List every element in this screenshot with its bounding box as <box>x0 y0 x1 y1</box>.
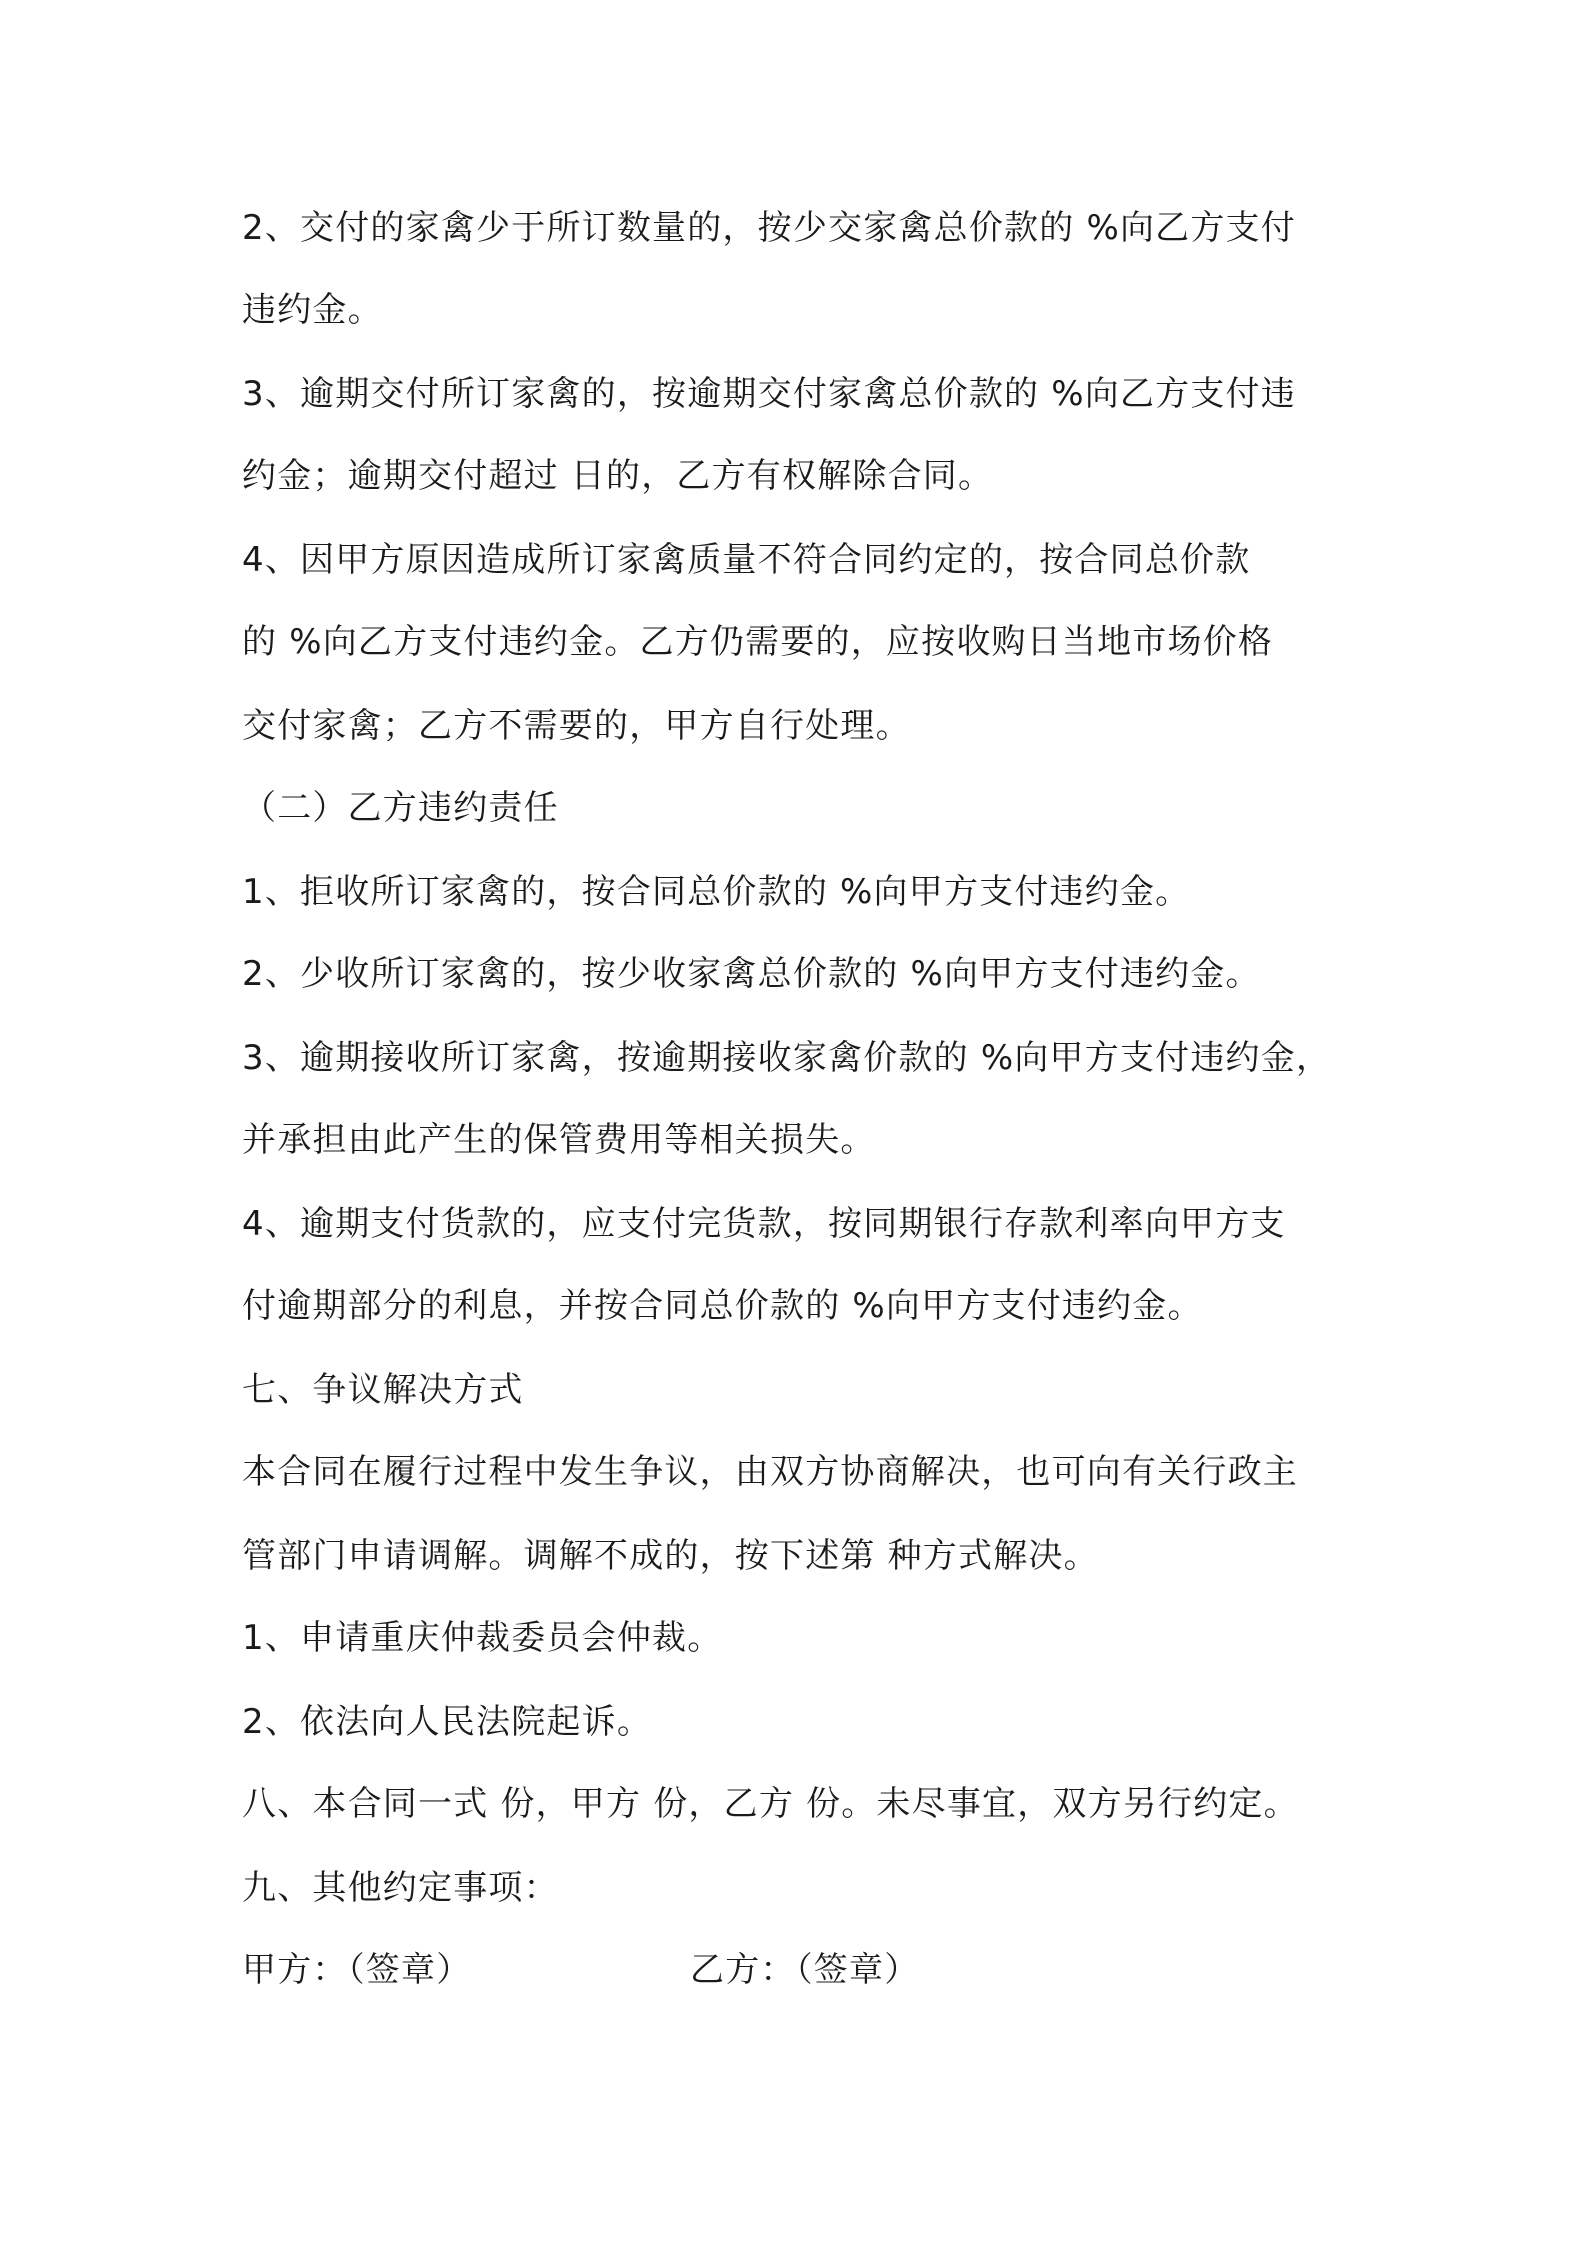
section-heading: 九、其他约定事项： <box>242 1868 559 1908</box>
clause-line: 2、少收所订家禽的，按少收家禽总价款的 %向甲方支付违约金。 <box>242 954 1261 994</box>
clause-line: 4、因甲方原因造成所订家禽质量不符合同约定的，按合同总价款 <box>242 540 1251 580</box>
clause-line: 违约金。 <box>242 290 383 330</box>
section-heading: 七、争议解决方式 <box>242 1370 524 1410</box>
clause-line: 付逾期部分的利息，并按合同总价款的 %向甲方支付违约金。 <box>242 1286 1203 1326</box>
section-heading: 八、本合同一式 份，甲方 份，乙方 份。未尽事宜，双方另行约定。 <box>242 1784 1299 1824</box>
clause-line: 2、交付的家禽少于所订数量的，按少交家禽总价款的 %向乙方支付 <box>242 208 1296 248</box>
party-b-signature-label: 乙方：（签章） <box>690 1950 920 1990</box>
section-heading: （二）乙方违约责任 <box>242 788 559 828</box>
clause-line: 本合同在履行过程中发生争议，由双方协商解决，也可向有关行政主 <box>242 1452 1298 1492</box>
clause-line: 2、依法向人民法院起诉。 <box>242 1702 653 1742</box>
clause-line: 3、逾期接收所订家禽，按逾期接收家禽价款的 %向甲方支付违约金， <box>242 1038 1332 1078</box>
clause-line: 的 %向乙方支付违约金。乙方仍需要的，应按收购日当地市场价格 <box>242 622 1274 662</box>
clause-line: 1、拒收所订家禽的，按合同总价款的 %向甲方支付违约金。 <box>242 872 1191 912</box>
party-a-signature-label: 甲方：（签章） <box>242 1950 472 1990</box>
clause-line: 3、逾期交付所订家禽的，按逾期交付家禽总价款的 %向乙方支付违 <box>242 374 1296 414</box>
clause-line: 并承担由此产生的保管费用等相关损失。 <box>242 1120 876 1160</box>
clause-line: 1、申请重庆仲裁委员会仲裁。 <box>242 1618 723 1658</box>
clause-line: 管部门申请调解。调解不成的，按下述第 种方式解决。 <box>242 1536 1099 1576</box>
clause-line: 4、逾期支付货款的，应支付完货款，按同期银行存款利率向甲方支 <box>242 1204 1286 1244</box>
clause-line: 约金；逾期交付超过 日的，乙方有权解除合同。 <box>242 456 994 496</box>
clause-line: 交付家禽；乙方不需要的，甲方自行处理。 <box>242 706 911 746</box>
